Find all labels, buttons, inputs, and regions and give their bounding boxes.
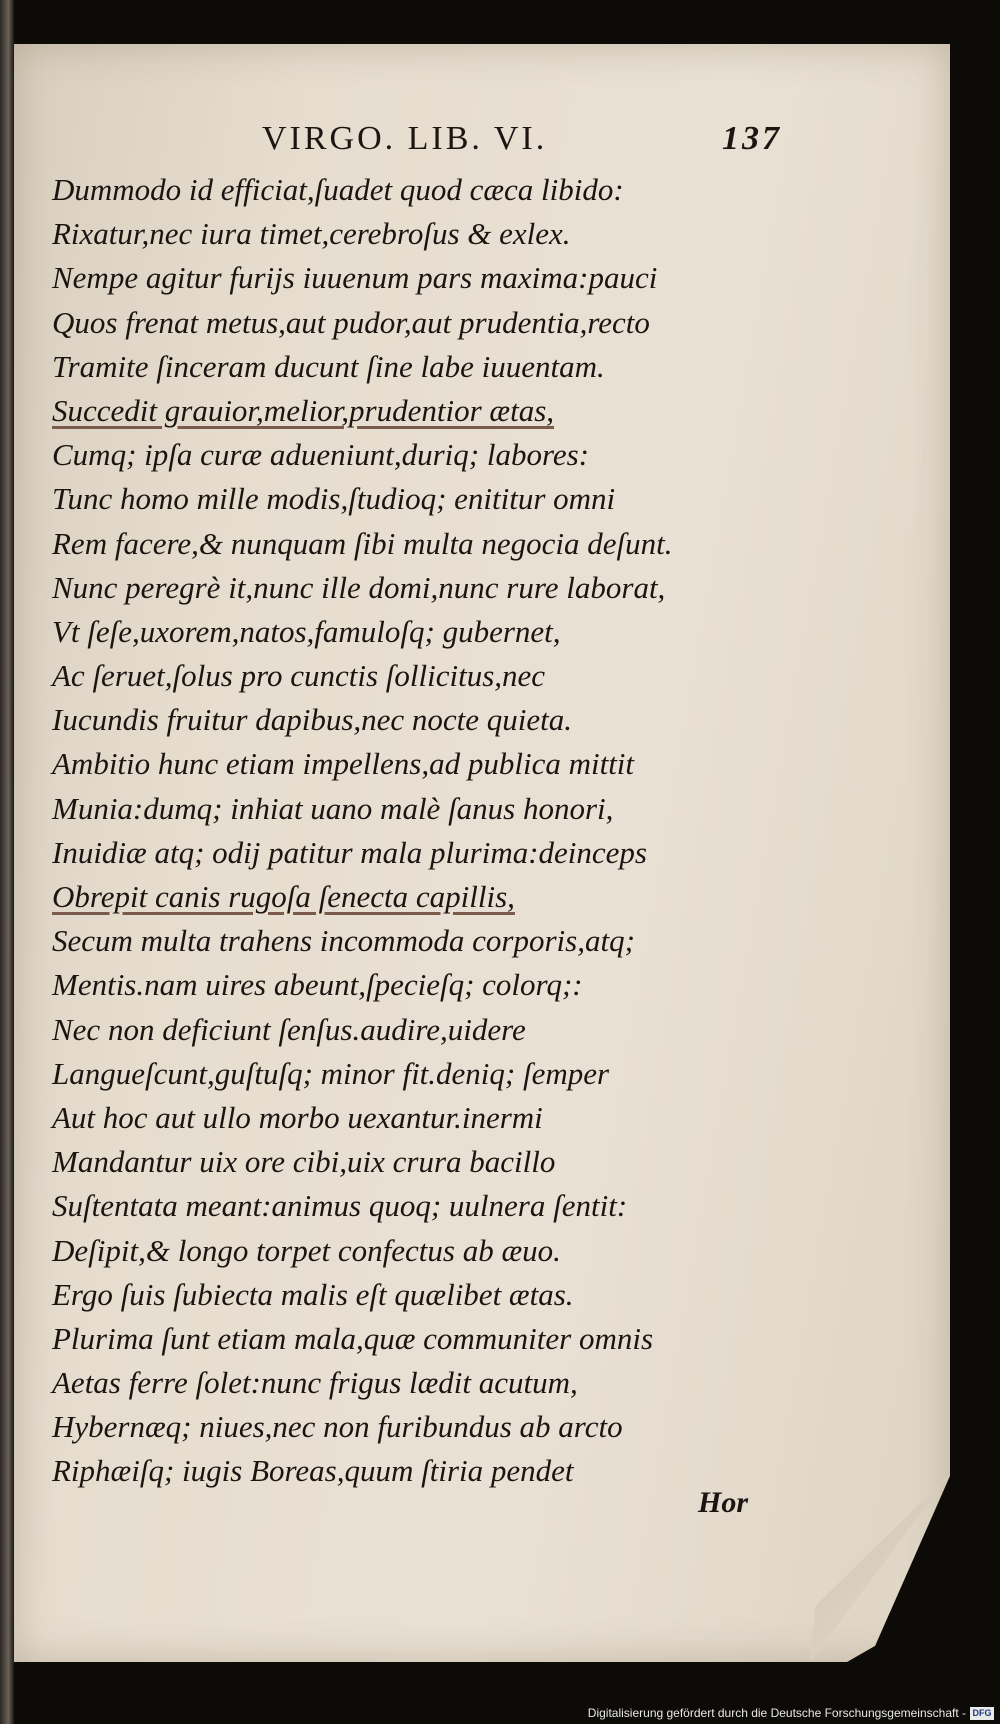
verse-line: Deſipit,& longo torpet confectus ab æuo.: [52, 1232, 561, 1268]
verse-line: Langueſcunt,guſtuſq; minor fit.deniq; ſemper: [52, 1055, 610, 1091]
verse-line: Nec non deficiunt ſenſus.audire,uidere: [52, 1011, 526, 1047]
running-head: VIRGO. LIB. VI.: [262, 120, 548, 157]
digitization-footer: [0, 1700, 1000, 1724]
verse-line: Nunc peregrè it,nunc ille domi,nunc rure laborat,: [52, 569, 666, 605]
verse-line: Plurima ſunt etiam mala,quæ communiter omnis: [52, 1320, 654, 1356]
verse-line-underlined: Succedit grauior,melior,prudentior ætas,: [52, 392, 555, 428]
verse-line: Dummodo id efficiat,ſuadet quod cæca libido:: [52, 172, 624, 207]
verse-line: Hybernæq; niues,nec non furibundus ab arcto: [52, 1409, 623, 1445]
dfg-logo: DFG: [970, 1707, 994, 1720]
verse-line: Rixatur,nec iura timet,cerebroſus & exlex.: [52, 216, 571, 252]
verse-line: Aetas ferre ſolet:nunc frigus lædit acutum,: [52, 1365, 578, 1401]
verse-line: Nempe agitur furijs iuuenum pars maxima:pauci: [52, 260, 658, 296]
verse-line: Tramite ſinceram ducunt ſine labe iuuentam.: [52, 348, 605, 384]
verse-line: Secum multa trahens incommoda corporis,atq;: [52, 923, 635, 959]
verse-line: Tunc homo mille modis,ſtudioq; enititur omni: [52, 481, 616, 517]
catchword: Hor: [698, 1486, 749, 1519]
verse-line: Vt ſeſe,uxorem,natos,famuloſq; gubernet,: [52, 613, 561, 649]
verse-text-block: [52, 168, 772, 1494]
funding-credit: Digitalisierung gefördert durch die Deutsche Forschungsgemeinschaft -: [587, 1706, 966, 1720]
verse-line: Quos frenat metus,aut pudor,aut prudentia,recto: [52, 304, 650, 340]
verse-line-underlined: Obrepit canis rugoſa ſenecta capillis,: [52, 879, 515, 914]
verse-line: Inuidiæ atq; odij patitur mala plurima:deinceps: [52, 834, 647, 870]
verse-line: Mentis.nam uires abeunt,ſpecieſq; colorq;:: [52, 967, 583, 1003]
verse-line: Riphæiſq; iugis Boreas,quum ſtiria pendet: [52, 1453, 574, 1489]
verse-line: Ergo ſuis ſubiecta malis eſt quælibet ætas.: [52, 1276, 574, 1312]
verse-line: Rem facere,& nunquam ſibi multa negocia deſunt.: [52, 525, 673, 561]
verse-line: Ac ſeruet,ſolus pro cunctis ſollicitus,nec: [52, 658, 546, 694]
verse-line: Aut hoc aut ullo morbo uexantur.inermi: [52, 1099, 543, 1135]
verse-line: Ambitio hunc etiam impellens,ad publica mittit: [52, 746, 635, 782]
folio-number: 137: [722, 120, 782, 157]
verse-line: Iucundis fruitur dapibus,nec nocte quieta.: [52, 702, 573, 738]
book-spine-edge: [0, 0, 14, 1724]
verse-line: Mandantur uix ore cibi,uix crura bacillo: [52, 1144, 556, 1180]
verse-line: Cumq; ipſa curæ adueniunt,duriq; labores:: [52, 437, 590, 473]
verse-line: Suſtentata meant:animus quoq; uulnera ſentit:: [52, 1188, 628, 1224]
verse-line: Munia:dumq; inhiat uano malè ſanus honori,: [52, 790, 614, 826]
page-header: [262, 120, 782, 160]
